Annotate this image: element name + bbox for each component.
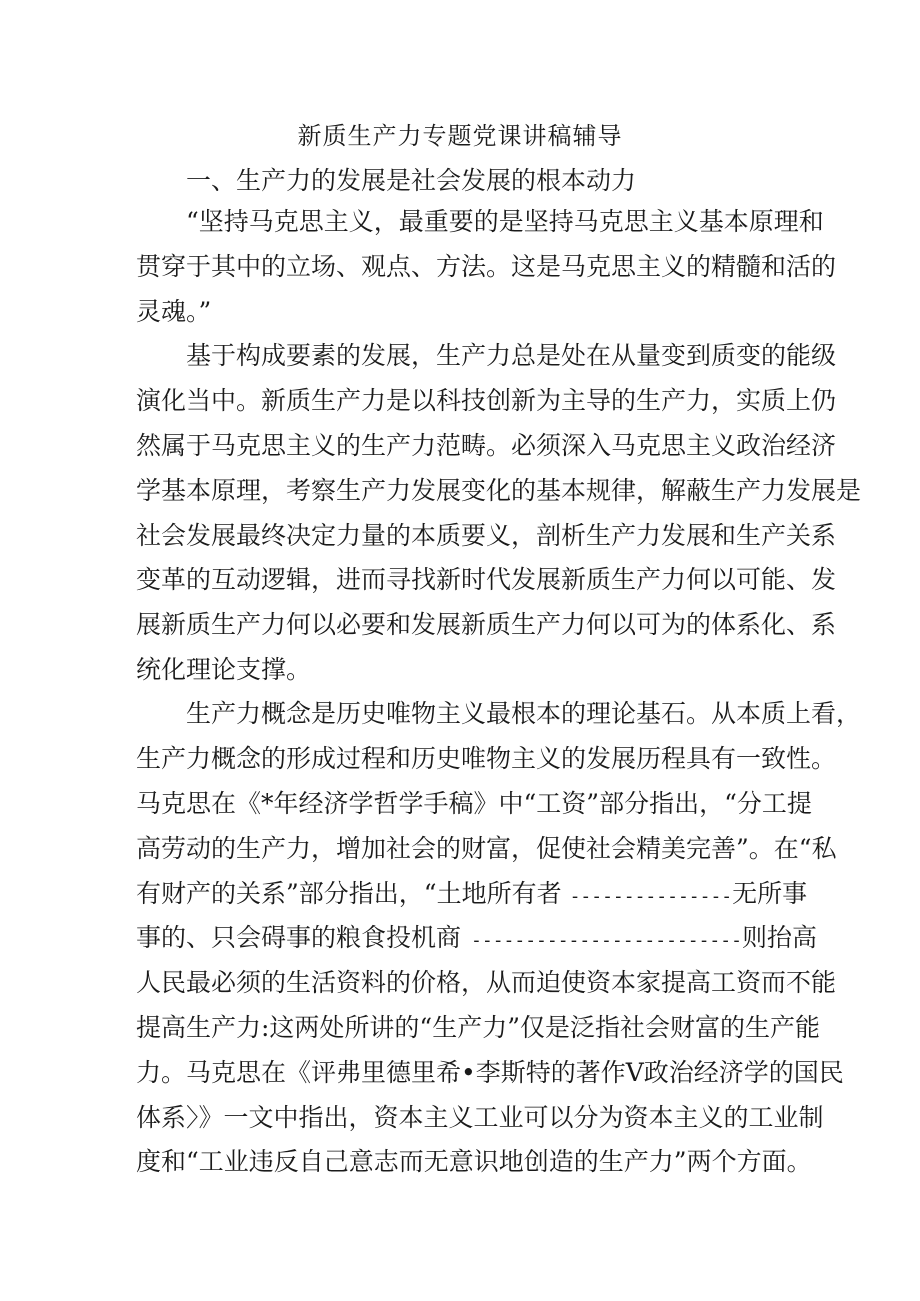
paragraph-line: 然属于马克思主义的生产力范畴。必须深入马克思主义政治经济 [136, 431, 837, 460]
paragraph-line: 度和“工业违反自己意志而无意识地创造的生产力”两个方面。 [136, 1147, 812, 1176]
paragraph-line: 社会发展最终决定力量的本质要义，剖析生产力发展和生产关系 [136, 521, 837, 550]
paragraph-line: 演化当中。新质生产力是以科技创新为主导的生产力，实质上仍 [136, 386, 837, 415]
paragraph-line: 基于构成要素的发展，生产力总是处在从量变到质变的能级 [186, 341, 837, 370]
dash-separator: ------------------------- [471, 930, 742, 951]
paragraph-line: 学基本原理，考察生产力发展变化的基本规律，解蔽生产力发展是 [136, 476, 862, 505]
quote-line: “坚持马克思主义，最重要的是坚持马克思主义基本原理和 [186, 207, 824, 236]
paragraph-line: 变革的互动逻辑，进而寻找新时代发展新质生产力何以可能、发 [136, 565, 837, 594]
paragraph-line: 提高生产力:这两处所讲的“生产力”仅是泛指社会财富的生产能 [136, 1013, 820, 1042]
text-segment: 事的、只会碍事的粮食投机商 [136, 923, 462, 952]
paragraph-line: 力。马克思在《评弗里德里希•李斯特的著作V政治经济学的国民 [136, 1058, 844, 1087]
quote-line: 贯穿于其中的立场、观点、方法。这是马克思主义的精髓和活的 [136, 252, 837, 281]
paragraph-line: 统化理论支撑。 [136, 655, 312, 684]
paragraph-line: 马克思在《*年经济学哲学手稿》中“工资”部分指出，“分工提 [136, 789, 812, 818]
paragraph-line: 生产力概念的形成过程和历史唯物主义的发展历程具有一致性。 [136, 744, 837, 773]
paragraph-line: 生产力概念是历史唯物主义最根本的理论基石。从本质上看， [186, 699, 862, 728]
paragraph-line: 高劳动的生产力，增加社会的财富，促使社会精美完善”。在“私 [136, 834, 837, 863]
paragraph-line-dashed [136, 876, 807, 915]
paragraph-line: 人民最必须的生活资料的价格，从而迫使资本家提高工资而不能 [136, 968, 837, 997]
text-segment: 有财产的关系”部分指出，“土地所有者 [136, 879, 562, 908]
paragraph-line-dashed [136, 920, 817, 959]
text-segment: 则抬高 [741, 923, 817, 952]
dash-separator: --------------- [569, 886, 733, 907]
paragraph-line: 体系〉》一文中指出，资本主义工业可以分为资本主义的工业制 [136, 1103, 824, 1132]
quote-line: 灵魂。” [136, 297, 212, 326]
document-title: 新质生产力专题党课讲稿辅导 [297, 122, 623, 150]
paragraph-line: 展新质生产力何以必要和发展新质生产力何以可为的体系化、系 [136, 610, 837, 639]
text-segment: 无所事 [732, 879, 808, 908]
section-heading: 一、生产力的发展是社会发展的根本动力 [186, 166, 637, 195]
